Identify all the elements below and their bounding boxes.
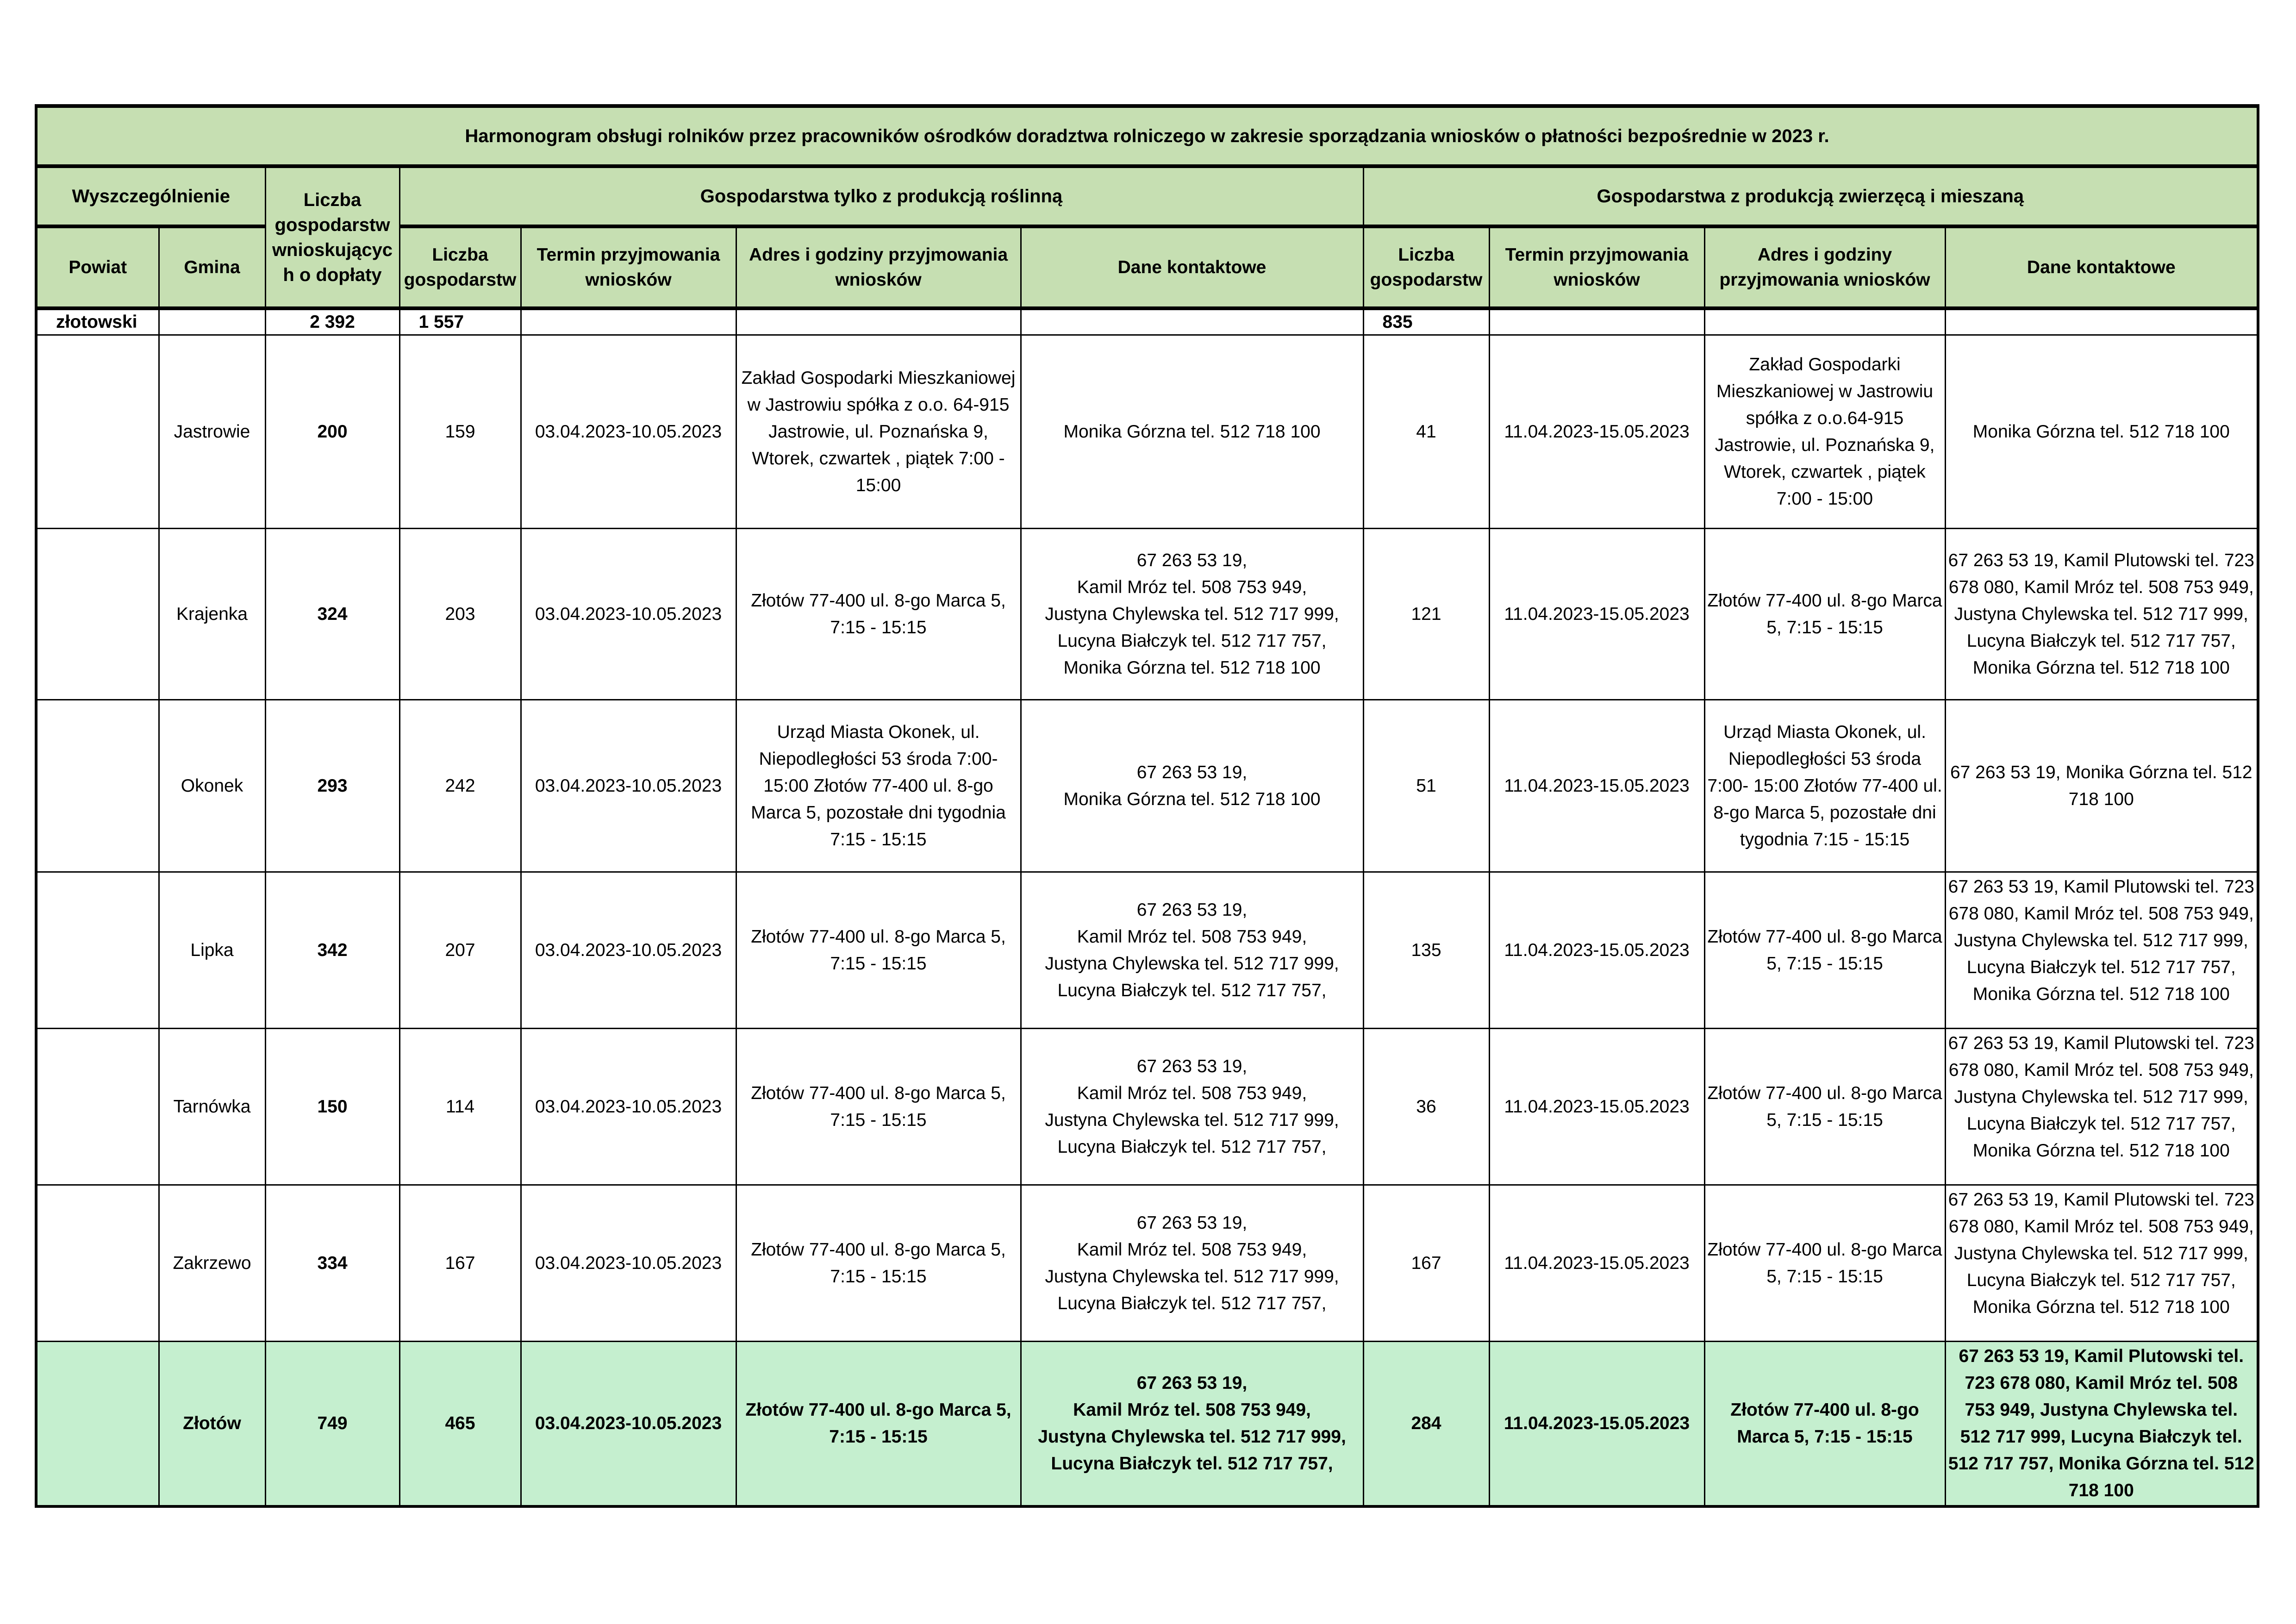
summary-empty [1704, 308, 1945, 335]
cell-animal-contact: 67 263 53 19, Kamil Plutowski tel. 723 678 080, Kamil Mróz tel. 508 753 949, Justyna Chylewska tel. 512 717 999, Lucyna Białczyk tel. 512 717 757, Monika Górzna tel. 512 718 100 [1945, 1342, 2258, 1507]
cell-animal-term: 11.04.2023-15.05.2023 [1489, 335, 1704, 529]
header-dane-kontaktowe-2: Dane kontaktowe [1945, 226, 2258, 308]
table-row [36, 1185, 2258, 1342]
cell-plant-contact: 67 263 53 19, Kamil Mróz tel. 508 753 949, Justyna Chylewska tel. 512 717 999, Lucyna Białczyk tel. 512 717 757, [1021, 1029, 1363, 1185]
cell-total: 200 [265, 335, 399, 529]
cell-plant-term: 03.04.2023-10.05.2023 [521, 1342, 736, 1507]
header-termin-2: Termin przyjmowania wniosków [1489, 226, 1704, 308]
summary-empty [1489, 308, 1704, 335]
cell-powiat [36, 1185, 159, 1342]
summary-empty [521, 308, 736, 335]
cell-gmina: Złotów [159, 1342, 265, 1507]
cell-gmina: Lipka [159, 872, 265, 1029]
cell-plant-term: 03.04.2023-10.05.2023 [521, 1029, 736, 1185]
summary-total: 2 392 [265, 308, 399, 335]
cell-plant-term: 03.04.2023-10.05.2023 [521, 872, 736, 1029]
header-adres: Adres i godziny przyjmowania wniosków [736, 226, 1021, 308]
cell-animal-count: 51 [1363, 700, 1489, 872]
cell-gmina: Zakrzewo [159, 1185, 265, 1342]
cell-powiat [36, 529, 159, 700]
cell-total: 334 [265, 1185, 399, 1342]
cell-animal-count: 135 [1363, 872, 1489, 1029]
cell-animal-contact: 67 263 53 19, Kamil Plutowski tel. 723 678 080, Kamil Mróz tel. 508 753 949, Justyna Chylewska tel. 512 717 999, Lucyna Białczyk tel. 512 717 757, Monika Górzna tel. 512 718 100 [1945, 1029, 2258, 1185]
header-liczba-wnioskujacych: Liczba gospodarstw wnioskujących o dopłaty [265, 166, 399, 308]
table-row [36, 700, 2258, 872]
cell-animal-term: 11.04.2023-15.05.2023 [1489, 529, 1704, 700]
cell-animal-term: 11.04.2023-15.05.2023 [1489, 700, 1704, 872]
cell-animal-address: Urząd Miasta Okonek, ul. Niepodległości 53 środa 7:00- 15:00 Złotów 77-400 ul. 8-go Marca 5, pozostałe dni tygodnia 7:15 - 15:15 [1704, 700, 1945, 872]
cell-plant-count: 465 [399, 1342, 521, 1507]
summary-empty [736, 308, 1021, 335]
cell-total: 293 [265, 700, 399, 872]
table-row [36, 872, 2258, 1029]
cell-plant-contact: Monika Górzna tel. 512 718 100 [1021, 335, 1363, 529]
cell-animal-contact: 67 263 53 19, Kamil Plutowski tel. 723 678 080, Kamil Mróz tel. 508 753 949, Justyna Chylewska tel. 512 717 999, Lucyna Białczyk tel. 512 717 757, Monika Górzna tel. 512 718 100 [1945, 872, 2258, 1029]
cell-powiat [36, 335, 159, 529]
cell-plant-term: 03.04.2023-10.05.2023 [521, 700, 736, 872]
cell-total: 150 [265, 1029, 399, 1185]
cell-animal-term: 11.04.2023-15.05.2023 [1489, 1185, 1704, 1342]
table-row [36, 529, 2258, 700]
cell-animal-address: Złotów 77-400 ul. 8-go Marca 5, 7:15 - 15:15 [1704, 872, 1945, 1029]
cell-animal-term: 11.04.2023-15.05.2023 [1489, 1029, 1704, 1185]
cell-animal-address: Złotów 77-400 ul. 8-go Marca 5, 7:15 - 15:15 [1704, 529, 1945, 700]
header-dane-kontaktowe: Dane kontaktowe [1021, 226, 1363, 308]
cell-plant-count: 159 [399, 335, 521, 529]
summary-gmina [159, 308, 265, 335]
header-wyszczegolnienie: Wyszczególnienie [36, 166, 265, 226]
cell-plant-contact: 67 263 53 19, Kamil Mróz tel. 508 753 949, Justyna Chylewska tel. 512 717 999, Lucyna Białczyk tel. 512 717 757, Monika Górzna tel. 512 718 100 [1021, 529, 1363, 700]
header-group-animal: Gospodarstwa z produkcją zwierzęcą i mieszaną [1363, 166, 2258, 226]
table-title: Harmonogram obsługi rolników przez pracowników ośrodków doradztwa rolniczego w zakresie sporządzania wniosków o płatności bezpośrednie w 2023 r. [36, 106, 2258, 166]
cell-animal-contact: 67 263 53 19, Kamil Plutowski tel. 723 678 080, Kamil Mróz tel. 508 753 949, Justyna Chylewska tel. 512 717 999, Lucyna Białczyk tel. 512 717 757, Monika Górzna tel. 512 718 100 [1945, 529, 2258, 700]
cell-animal-count: 121 [1363, 529, 1489, 700]
summary-row [36, 308, 2258, 335]
cell-powiat [36, 700, 159, 872]
cell-gmina: Okonek [159, 700, 265, 872]
cell-animal-contact: 67 263 53 19, Kamil Plutowski tel. 723 678 080, Kamil Mróz tel. 508 753 949, Justyna Chylewska tel. 512 717 999, Lucyna Białczyk tel. 512 717 757, Monika Górzna tel. 512 718 100 [1945, 1185, 2258, 1342]
cell-animal-term: 11.04.2023-15.05.2023 [1489, 872, 1704, 1029]
cell-plant-address: Złotów 77-400 ul. 8-go Marca 5, 7:15 - 15:15 [736, 1185, 1021, 1342]
cell-plant-count: 203 [399, 529, 521, 700]
table-row-highlighted [36, 1342, 2258, 1507]
header-liczba-gospodarstw: Liczba gospodarstw [399, 226, 521, 308]
cell-animal-count: 167 [1363, 1185, 1489, 1342]
header-termin: Termin przyjmowania wniosków [521, 226, 736, 308]
cell-animal-address: Zakład Gospodarki Mieszkaniowej w Jastrowiu spółka z o.o.64-915 Jastrowie, ul. Poznańska 9, Wtorek, czwartek , piątek 7:00 - 15:00 [1704, 335, 1945, 529]
schedule-table [35, 104, 2259, 1508]
cell-plant-count: 167 [399, 1185, 521, 1342]
cell-animal-term: 11.04.2023-15.05.2023 [1489, 1342, 1704, 1507]
cell-plant-contact: 67 263 53 19, Kamil Mróz tel. 508 753 949, Justyna Chylewska tel. 512 717 999, Lucyna Białczyk tel. 512 717 757, [1021, 872, 1363, 1029]
summary-empty [1021, 308, 1363, 335]
cell-powiat [36, 1029, 159, 1185]
cell-total: 749 [265, 1342, 399, 1507]
cell-plant-count: 242 [399, 700, 521, 872]
cell-animal-count: 36 [1363, 1029, 1489, 1185]
cell-gmina: Jastrowie [159, 335, 265, 529]
cell-animal-count: 41 [1363, 335, 1489, 529]
cell-plant-contact: 67 263 53 19, Monika Górzna tel. 512 718 100 [1021, 700, 1363, 872]
summary-plant-count: 1 557 [399, 308, 521, 335]
table-row [36, 1029, 2258, 1185]
cell-plant-address: Urząd Miasta Okonek, ul. Niepodległości 53 środa 7:00-15:00 Złotów 77-400 ul. 8-go Marca 5, pozostałe dni tygodnia 7:15 - 15:15 [736, 700, 1021, 872]
cell-plant-address: Złotów 77-400 ul. 8-go Marca 5, 7:15 - 15:15 [736, 1342, 1021, 1507]
cell-plant-term: 03.04.2023-10.05.2023 [521, 335, 736, 529]
cell-plant-term: 03.04.2023-10.05.2023 [521, 1185, 736, 1342]
cell-plant-contact: 67 263 53 19, Kamil Mróz tel. 508 753 949, Justyna Chylewska tel. 512 717 999, Lucyna Białczyk tel. 512 717 757, [1021, 1342, 1363, 1507]
table-row [36, 335, 2258, 529]
cell-plant-address: Zakład Gospodarki Mieszkaniowej w Jastrowiu spółka z o.o. 64-915 Jastrowie, ul. Poznańska 9, Wtorek, czwartek , piątek 7:00 - 15:00 [736, 335, 1021, 529]
cell-plant-address: Złotów 77-400 ul. 8-go Marca 5, 7:15 - 15:15 [736, 872, 1021, 1029]
cell-plant-count: 114 [399, 1029, 521, 1185]
summary-powiat: złotowski [36, 308, 159, 335]
header-liczba-gospodarstw-2: Liczba gospodarstw [1363, 226, 1489, 308]
cell-plant-address: Złotów 77-400 ul. 8-go Marca 5, 7:15 - 15:15 [736, 1029, 1021, 1185]
cell-plant-term: 03.04.2023-10.05.2023 [521, 529, 736, 700]
cell-animal-contact: Monika Górzna tel. 512 718 100 [1945, 335, 2258, 529]
title-row [36, 106, 2258, 166]
cell-animal-count: 284 [1363, 1342, 1489, 1507]
cell-plant-count: 207 [399, 872, 521, 1029]
header-powiat: Powiat [36, 226, 159, 308]
cell-gmina: Tarnówka [159, 1029, 265, 1185]
cell-animal-address: Złotów 77-400 ul. 8-go Marca 5, 7:15 - 15:15 [1704, 1342, 1945, 1507]
cell-animal-address: Złotów 77-400 ul. 8-go Marca 5, 7:15 - 15:15 [1704, 1185, 1945, 1342]
header-group-row [36, 166, 2258, 226]
summary-empty [1945, 308, 2258, 335]
header-gmina: Gmina [159, 226, 265, 308]
header-adres-2: Adres i godziny przyjmowania wniosków [1704, 226, 1945, 308]
cell-powiat [36, 1342, 159, 1507]
summary-animal-count: 835 [1363, 308, 1489, 335]
cell-total: 342 [265, 872, 399, 1029]
cell-animal-contact: 67 263 53 19, Monika Górzna tel. 512 718 100 [1945, 700, 2258, 872]
cell-gmina: Krajenka [159, 529, 265, 700]
cell-plant-address: Złotów 77-400 ul. 8-go Marca 5, 7:15 - 15:15 [736, 529, 1021, 700]
cell-total: 324 [265, 529, 399, 700]
header-group-plant: Gospodarstwa tylko z produkcją roślinną [399, 166, 1363, 226]
cell-animal-address: Złotów 77-400 ul. 8-go Marca 5, 7:15 - 15:15 [1704, 1029, 1945, 1185]
cell-plant-contact: 67 263 53 19, Kamil Mróz tel. 508 753 949, Justyna Chylewska tel. 512 717 999, Lucyna Białczyk tel. 512 717 757, [1021, 1185, 1363, 1342]
cell-powiat [36, 872, 159, 1029]
